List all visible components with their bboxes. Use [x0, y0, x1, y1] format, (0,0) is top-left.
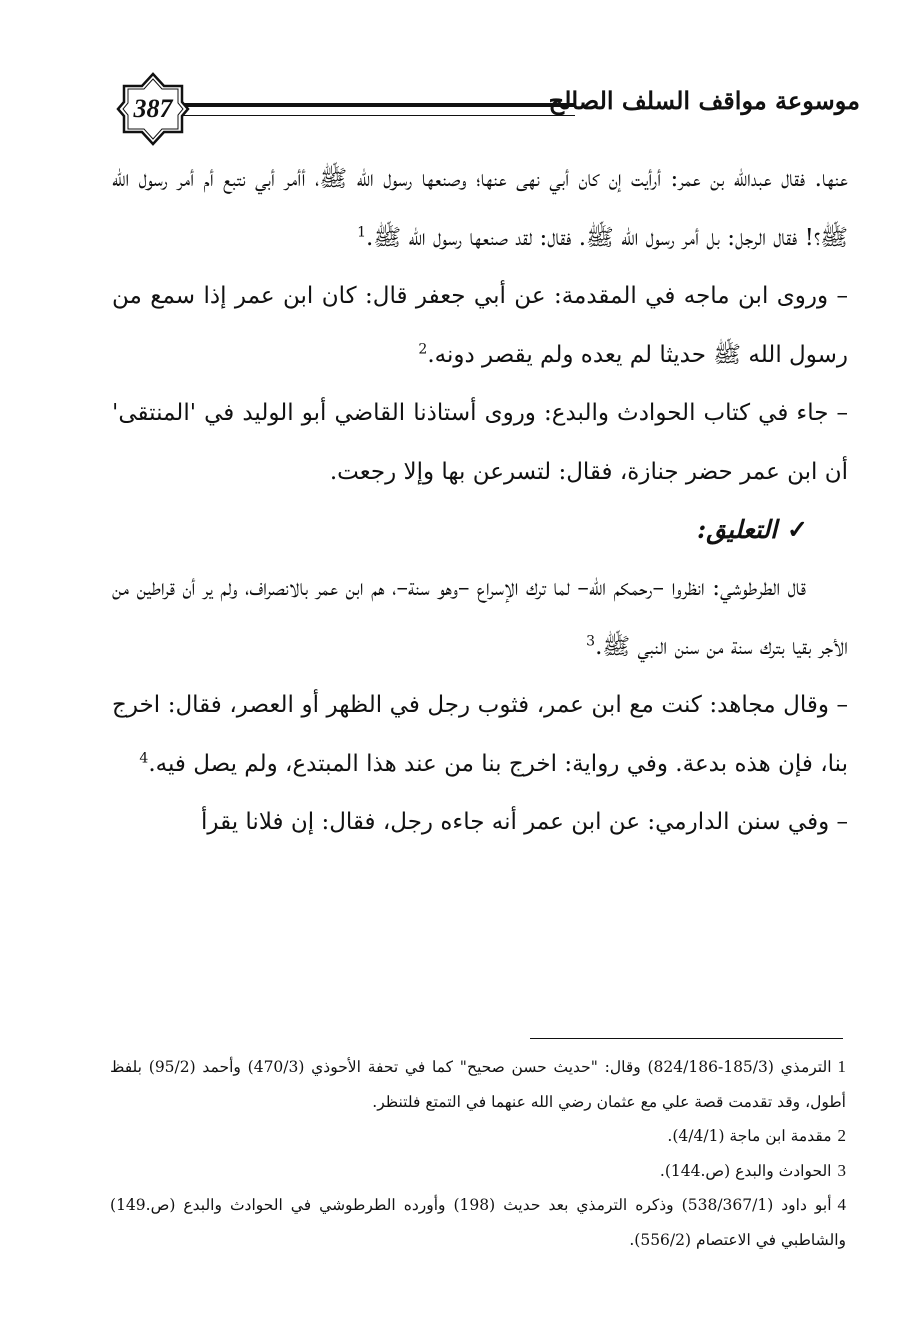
footnote-4: [110, 1188, 846, 1257]
paragraph-6: [112, 793, 848, 852]
footnotes: [110, 1050, 846, 1257]
footnote-1-text: الترمذي (185/3-824/186) وقال: "حديث حسن صحيح" كما في تحفة الأحوذي (470/3) وأحمد (95/2) بلفظ أطول، وقد تقدمت قصة علي مع عثمان رضي الله عنهما في التمتع فلتنظر.: [110, 1058, 846, 1111]
footnote-2-text: مقدمة ابن ماجة (4/4/1).: [667, 1127, 832, 1145]
paragraph-3-text: – جاء في كتاب الحوادث والبدع: وروى أستاذنا القاضي أبو الوليد في 'المنتقى' أن ابن عمر حضر جنازة، فقال: لتسرعن بها وإلا رجعت.: [112, 400, 848, 485]
footnote-3-number: 3: [837, 1160, 846, 1180]
footnote-ref-2: 2: [418, 340, 428, 357]
footnote-3: [110, 1154, 846, 1189]
series-title: موسوعة مواقف السلف الصالح: [548, 86, 860, 115]
commentary-heading: [112, 501, 848, 559]
footnote-ref-3: 3: [586, 632, 596, 649]
footnote-3-text: الحوادث والبدع (ص.144).: [659, 1161, 832, 1180]
paragraph-4-text: قال الطرطوشي: انظروا –رحمكم الله– لما ترك الإسراع –وهو سنة–، هم ابن عمر بالانصراف، ولم ير أن قراطين من الأجر بقيا بترك سنة من سنن النبي ﷺ.: [112, 575, 848, 660]
footnote-ref-4: 4: [139, 749, 149, 766]
footnote-separator: [530, 1038, 843, 1039]
page-header: [0, 0, 919, 150]
page-number-badge: [116, 72, 190, 146]
paragraph-2-text: – وروى ابن ماجه في المقدمة: عن أبي جعفر قال: كان ابن عمر إذا سمع من رسول الله ﷺ حديثا لم يعده ولم يقصر دونه.: [112, 283, 848, 368]
footnote-2-number: 2: [837, 1126, 846, 1145]
paragraph-6-text: – وفي سنن الدارمي: عن ابن عمر أنه جاءه رجل، فقال: إن فلانا يقرأ: [201, 809, 848, 835]
header-rule: [182, 103, 575, 116]
paragraph-1-text: عنها. فقال عبدالله بن عمر: أرأيت إن كان أبي نهى عنها؛ وصنعها رسول الله ﷺ، أأمر أبي نتبع أم أمر رسول الله ﷺ؟! فقال الرجل: بل أمر رسول الله ﷺ. فقال: لقد صنعها رسول الله ﷺ.: [112, 166, 848, 251]
paragraph-5-text: – وقال مجاهد: كنت مع ابن عمر، فثوب رجل في الظهر أو العصر، فقال: اخرج بنا، فإن هذه بدعة. وفي رواية: اخرج بنا من عند هذا المبتدع، ولم يصل فيه.: [112, 692, 848, 777]
main-text: [112, 150, 848, 852]
commentary-heading-text: التعليق:: [696, 515, 778, 544]
footnote-2: [110, 1119, 846, 1154]
footnote-ref-1: 1: [357, 223, 367, 240]
paragraph-2: [112, 267, 848, 384]
page-number: 387: [133, 94, 173, 123]
checkmark-icon: ✓: [787, 515, 808, 544]
footnote-4-number: 4: [837, 1195, 847, 1214]
paragraph-5: [112, 676, 848, 793]
footnote-4-text: أبو داود (538/367/1) وذكره الترمذي بعد حديث (198) وأورده الطرطوشي في الحوادث والبدع (ص.149) والشاطبي في الاعتصام (556/2).: [110, 1196, 846, 1249]
footnote-1-number: 1: [837, 1057, 847, 1076]
paragraph-3: [112, 384, 848, 501]
paragraph-1: [112, 150, 848, 267]
paragraph-4: [112, 559, 848, 676]
footnote-1: [110, 1050, 846, 1119]
